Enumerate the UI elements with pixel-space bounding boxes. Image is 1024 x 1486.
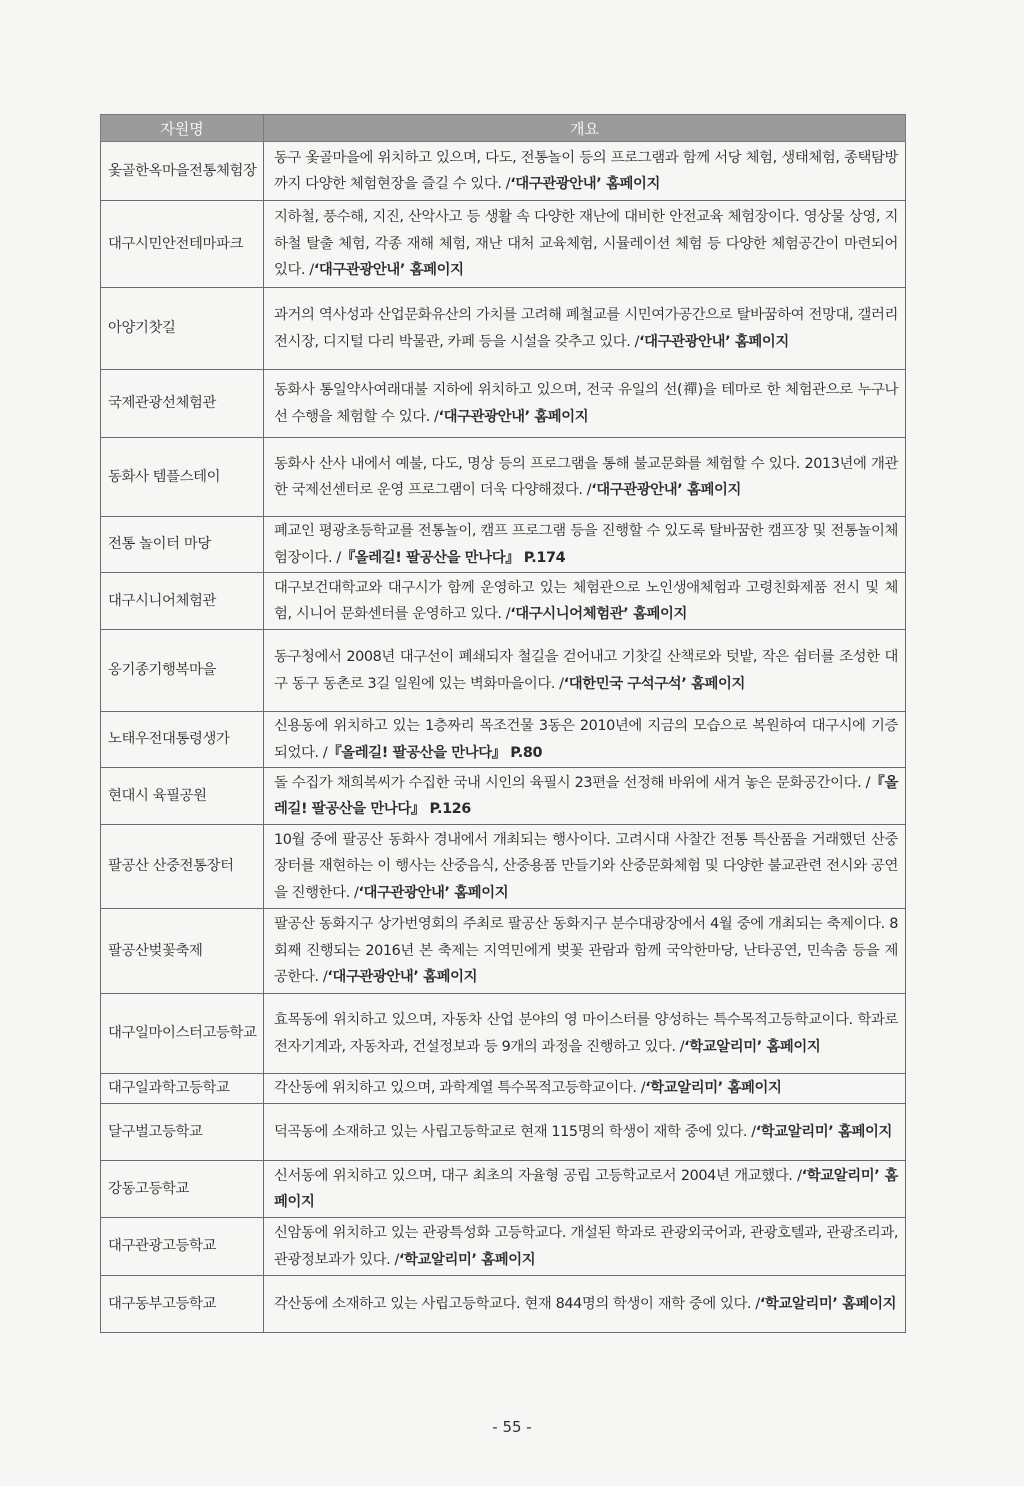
resource-overview: 각산동에 소재하고 있는 사립고등학교다. 현재 844명의 학생이 재학 중에 있다. /‘학교알리미’ 홈페이지 [264, 1276, 906, 1333]
resource-name: 대구일마이스터고등학교 [101, 994, 264, 1074]
resource-name: 대구시민안전테마파크 [101, 201, 264, 288]
source-reference: ‘대구관광안내’ 홈페이지 [358, 884, 509, 901]
table-row [101, 517, 906, 573]
source-reference: ‘대구관광안내’ 홈페이지 [313, 262, 464, 279]
resource-name: 옻골한옥마을전통체험장 [101, 142, 264, 201]
resource-overview: 동구 옻골마을에 위치하고 있으며, 다도, 전통놀이 등의 프로그램과 함께 서당 체험, 생태체험, 종택탐방까지 다양한 체험현장을 즐길 수 있다. /‘대구관광안내’ 홈페이지 [264, 142, 906, 201]
source-reference: ‘학교알리미’ 홈페이지 [684, 1038, 821, 1055]
table-row [101, 370, 906, 438]
resource-name: 옹기종기행복마을 [101, 630, 264, 712]
table-row [101, 768, 906, 825]
source-reference: ‘학교알리미’ 홈페이지 [759, 1295, 897, 1312]
table-row [101, 909, 906, 994]
resource-overview: 10월 중에 팔공산 동화사 경내에서 개최되는 행사이다. 고려시대 사찰간 전통 특산품을 거래했던 산중장터를 재현하는 이 행사는 산중음식, 산중용품 만들기와 산중문화체험 및 다양한 불교관련 전시와 공연을 진행한다. /‘대구관광안내’ 홈페이지 [264, 825, 906, 909]
resource-name: 동화사 템플스테이 [101, 438, 264, 517]
table-header-row [101, 115, 906, 142]
resource-overview: 효목동에 위치하고 있으며, 자동차 산업 분야의 영 마이스터를 양성하는 특수목적고등학교이다. 학과로 전자기계과, 자동차과, 건설정보과 등 9개의 과정을 진행하고 있다. /‘학교알리미’ 홈페이지 [264, 994, 906, 1074]
source-reference: 『올레길! 팔공산을 만나다』 P.80 [327, 744, 543, 761]
source-reference: ‘학교알리미’ 홈페이지 [755, 1123, 892, 1140]
table-row [101, 712, 906, 768]
resource-name: 대구관광고등학교 [101, 1218, 264, 1276]
resource-overview: 신용동에 위치하고 있는 1층짜리 목조건물 3동은 2010년에 지금의 모습으로 복원하여 대구시에 기증되었다. /『올레길! 팔공산을 만나다』 P.80 [264, 712, 906, 768]
resource-overview: 각산동에 위치하고 있으며, 과학계열 특수목적고등학교이다. /‘학교알리미’ 홈페이지 [264, 1074, 906, 1104]
table-row [101, 825, 906, 909]
source-reference: ‘대구관광안내’ 홈페이지 [510, 176, 660, 192]
table-row [101, 438, 906, 517]
source-reference: ‘대구관광안내’ 홈페이지 [438, 408, 589, 425]
resource-table [100, 114, 906, 1333]
resource-overview: 돌 수집가 채희복씨가 수집한 국내 시인의 육필시 23편을 선정해 바위에 새겨 놓은 문화공간이다. /『올레길! 팔공산을 만나다』 P.126 [264, 768, 906, 825]
resource-name: 팔공산벚꽃축제 [101, 909, 264, 994]
resource-overview: 팔공산 동화지구 상가번영회의 주최로 팔공산 동화지구 분수대광장에서 4월 중에 개최되는 축제이다. 8회째 진행되는 2016년 본 축제는 지역민에게 벚꽃 관람과 함께 국악한마당, 난타공연, 민속춤 등을 제공한다. /‘대구관광안내’ 홈페이지 [264, 909, 906, 994]
source-reference: ‘대구시니어체험관’ 홈페이지 [510, 606, 687, 622]
source-reference: ‘학교알리미’ 홈페이지 [398, 1251, 536, 1268]
source-reference: ‘대한민국 구석구석’ 홈페이지 [563, 675, 745, 692]
resource-overview: 지하철, 풍수해, 지진, 산악사고 등 생활 속 다양한 재난에 대비한 안전교육 체험장이다. 영상물 상영, 지하철 탈출 체험, 각종 재해 체험, 재난 대처 교육체험, 시뮬레이션 체험 등 다양한 체험공간이 마련되어 있다. /‘대구관광안내’ 홈페이지 [264, 201, 906, 288]
resource-name: 현대시 육필공원 [101, 768, 264, 825]
source-reference: ‘대구관광안내’ 홈페이지 [591, 482, 741, 498]
resource-overview: 동화사 산사 내에서 예불, 다도, 명상 등의 프로그램을 통해 불교문화를 체험할 수 있다. 2013년에 개관한 국제선센터로 운영 프로그램이 더욱 다양해졌다. /‘대구관광안내’ 홈페이지 [264, 438, 906, 517]
resource-name: 노태우전대통령생가 [101, 712, 264, 768]
table-row [101, 994, 906, 1074]
resource-overview: 폐교인 평광초등학교를 전통놀이, 캠프 프로그램 등을 진행할 수 있도록 탈바꿈한 캠프장 및 전통놀이체험장이다. /『올레길! 팔공산을 만나다』 P.174 [264, 517, 906, 573]
source-reference: 『올레길! 팔공산을 만나다』 P.126 [274, 774, 898, 817]
table-row [101, 1074, 906, 1104]
resource-name: 달구벌고등학교 [101, 1104, 264, 1161]
resource-name: 강동고등학교 [101, 1161, 264, 1218]
table-row [101, 142, 906, 201]
page-number: - 55 - [492, 1418, 532, 1436]
resource-overview: 덕곡동에 소재하고 있는 사립고등학교로 현재 115명의 학생이 재학 중에 있다. /‘학교알리미’ 홈페이지 [264, 1104, 906, 1161]
resource-name: 아양기찻길 [101, 288, 264, 370]
resource-name: 대구동부고등학교 [101, 1276, 264, 1333]
resource-name: 대구일과학고등학교 [101, 1074, 264, 1104]
table-row [101, 288, 906, 370]
resource-name: 대구시니어체험관 [101, 573, 264, 630]
resource-overview: 신암동에 위치하고 있는 관광특성화 고등학교다. 개설된 학과로 관광외국어과, 관광호텔과, 관광조리과, 관광정보과가 있다. /‘학교알리미’ 홈페이지 [264, 1218, 906, 1276]
source-reference: ‘대구관광안내’ 홈페이지 [327, 969, 478, 986]
resource-overview: 과거의 역사성과 산업문화유산의 가치를 고려해 폐철교를 시민여가공간으로 탈바꿈하여 전망대, 갤러리 전시장, 디지털 다리 박물관, 카페 등을 시설을 갖추고 있다. /‘대구관광안내’ 홈페이지 [264, 288, 906, 370]
resource-overview: 신서동에 위치하고 있으며, 대구 최초의 자율형 공립 고등학교로서 2004년 개교했다. /‘학교알리미’ 홈페이지 [264, 1161, 906, 1218]
source-reference: 『올레길! 팔공산을 만나다』 P.174 [340, 549, 566, 566]
header-resource-name: 자원명 [101, 115, 264, 142]
source-reference: ‘대구관광안내’ 홈페이지 [639, 333, 789, 350]
table-row [101, 1104, 906, 1161]
resource-name: 국제관광선체험관 [101, 370, 264, 438]
header-overview: 개요 [264, 115, 906, 142]
table-row [101, 201, 906, 288]
resource-name: 팔공산 산중전통장터 [101, 825, 264, 909]
resource-overview: 동화사 통일약사여래대불 지하에 위치하고 있으며, 전국 유일의 선(禪)을 테마로 한 체험관으로 누구나 선 수행을 체험할 수 있다. /‘대구관광안내’ 홈페이지 [264, 370, 906, 438]
table-row [101, 1276, 906, 1333]
table-row [101, 1218, 906, 1276]
source-reference: ‘학교알리미’ 홈페이지 [274, 1167, 898, 1210]
resource-name: 전통 놀이터 마당 [101, 517, 264, 573]
resource-overview: 동구청에서 2008년 대구선이 폐쇄되자 철길을 걷어내고 기찻길 산책로와 텃밭, 작은 쉼터를 조성한 대구 동구 동촌로 3길 일원에 있는 벽화마을이다. /‘대한민국 구석구석’ 홈페이지 [264, 630, 906, 712]
table-row [101, 573, 906, 630]
table-row [101, 1161, 906, 1218]
source-reference: ‘학교알리미’ 홈페이지 [645, 1080, 782, 1097]
resource-overview: 대구보건대학교와 대구시가 함께 운영하고 있는 체험관으로 노인생애체험과 고령친화제품 전시 및 체험, 시니어 문화센터를 운영하고 있다. /‘대구시니어체험관’ 홈페이지 [264, 573, 906, 630]
table-row [101, 630, 906, 712]
